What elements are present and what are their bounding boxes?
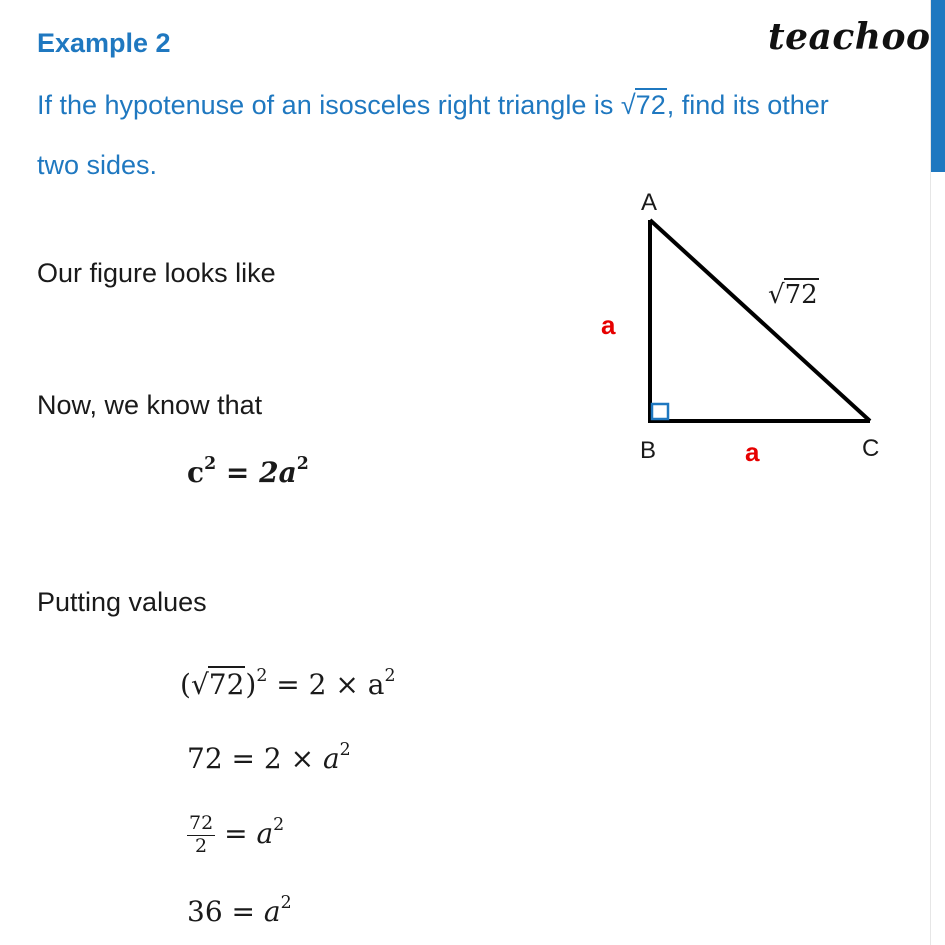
step-4-var: a bbox=[263, 895, 281, 928]
step-3-fraction bbox=[187, 814, 215, 857]
triangle-shape bbox=[648, 220, 870, 421]
figure-intro-text: Our figure looks like bbox=[37, 258, 276, 288]
right-angle-marker bbox=[652, 404, 668, 419]
know-that-text: Now, we know that bbox=[37, 390, 263, 420]
step-1-paren-open: ( bbox=[180, 668, 191, 701]
step-1 bbox=[180, 665, 396, 701]
step-3-numerator: 72 bbox=[189, 812, 214, 834]
step-3-exp: 2 bbox=[273, 814, 285, 835]
step-1-radical: √72 bbox=[190, 668, 245, 701]
scrollbar-thumb[interactable] bbox=[931, 0, 945, 172]
step-1-rhs: = 2 × a bbox=[267, 668, 385, 701]
step-2-var: a bbox=[322, 742, 340, 775]
step-1-outer-exp: 2 bbox=[256, 665, 268, 686]
step-2 bbox=[187, 739, 351, 775]
teachoo-logo: teachoo bbox=[768, 16, 931, 58]
formula-var-exp: 2 bbox=[296, 453, 309, 474]
question-radicand: 72 bbox=[635, 90, 666, 120]
hypotenuse-radical: √72 bbox=[768, 280, 818, 310]
question-radical: √72 bbox=[620, 90, 666, 120]
formula-equals: = bbox=[216, 456, 260, 489]
step-3-denominator: 2 bbox=[195, 834, 208, 857]
step-3 bbox=[187, 814, 284, 857]
pythagoras-formula bbox=[187, 453, 309, 489]
step-3-equals: = bbox=[215, 816, 257, 850]
question-suffix: , find its other bbox=[666, 90, 829, 120]
question-line-1 bbox=[37, 90, 829, 121]
step-2-exp: 2 bbox=[339, 739, 351, 760]
hypotenuse-label bbox=[768, 280, 819, 310]
step-1-paren-close: ) bbox=[245, 668, 257, 701]
step-1-radicand: 72 bbox=[208, 668, 245, 701]
question-prefix: If the hypotenuse of an isosceles right triangle is bbox=[37, 90, 621, 120]
vertex-a-label: A bbox=[641, 189, 658, 216]
question-line-2: two sides. bbox=[37, 150, 158, 180]
side-ab-label: a bbox=[601, 310, 616, 340]
step-4-lhs: 36 = bbox=[187, 895, 264, 928]
side-bc-label: a bbox=[745, 437, 760, 467]
step-4-exp: 2 bbox=[280, 892, 292, 913]
formula-coef: 2 bbox=[259, 456, 279, 489]
formula-c-exp: 2 bbox=[204, 453, 217, 474]
step-3-var: a bbox=[256, 816, 274, 850]
step-4 bbox=[187, 892, 292, 928]
hypotenuse-radicand: 72 bbox=[784, 280, 818, 310]
putting-values-text: Putting values bbox=[37, 587, 207, 617]
vertex-c-label: C bbox=[862, 435, 880, 462]
vertex-b-label: B bbox=[640, 437, 657, 464]
step-2-lhs: 72 = 2 × bbox=[187, 742, 323, 775]
example-title: Example 2 bbox=[37, 28, 171, 58]
formula-var: a bbox=[278, 456, 297, 489]
formula-c: c bbox=[187, 456, 205, 489]
step-1-rhs-exp: 2 bbox=[384, 665, 396, 686]
hypotenuse-line bbox=[650, 220, 870, 421]
